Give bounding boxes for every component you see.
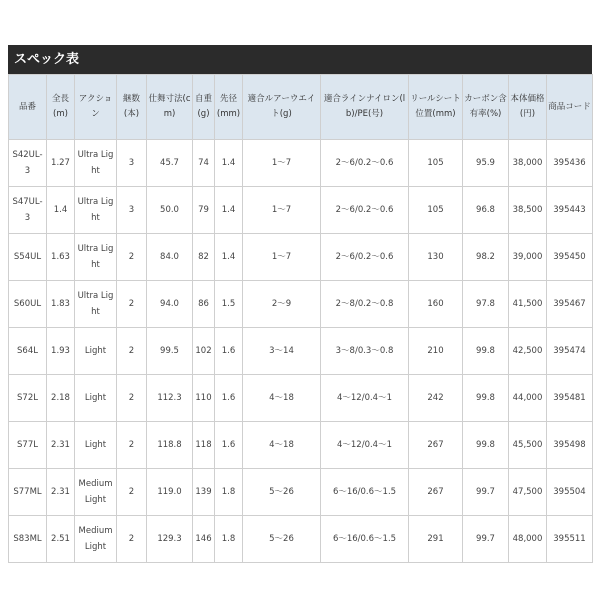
table-cell: 5〜26 [243, 469, 321, 516]
spec-table-title: スペック表 [8, 45, 592, 74]
table-cell: 129.3 [147, 516, 193, 563]
table-cell: 99.8 [463, 328, 509, 375]
table-cell: 86 [193, 281, 215, 328]
table-cell: 1〜7 [243, 140, 321, 187]
table-cell: 2 [117, 328, 147, 375]
table-row [9, 422, 593, 469]
table-cell: 2.51 [47, 516, 75, 563]
table-cell: 95.9 [463, 140, 509, 187]
table-cell: Ultra Light [75, 187, 117, 234]
table-cell: 1.8 [215, 469, 243, 516]
table-cell: 395436 [547, 140, 593, 187]
table-cell: 50.0 [147, 187, 193, 234]
table-row [9, 140, 593, 187]
table-cell: Light [75, 422, 117, 469]
table-cell: 1.27 [47, 140, 75, 187]
table-cell: 1〜7 [243, 234, 321, 281]
table-cell: 1.6 [215, 328, 243, 375]
table-cell: 210 [409, 328, 463, 375]
table-cell: 45.7 [147, 140, 193, 187]
table-cell: S83ML [9, 516, 47, 563]
table-cell: 1.4 [215, 140, 243, 187]
table-cell: 48,000 [509, 516, 547, 563]
table-cell: 84.0 [147, 234, 193, 281]
table-cell: 1〜7 [243, 187, 321, 234]
table-cell: 146 [193, 516, 215, 563]
table-cell: 2 [117, 516, 147, 563]
header-cell: 全長(m) [47, 75, 75, 140]
header-cell: リールシート位置(mm) [409, 75, 463, 140]
header-cell: 商品コード [547, 75, 593, 140]
table-cell: 99.8 [463, 422, 509, 469]
table-cell: 242 [409, 375, 463, 422]
table-cell: 118.8 [147, 422, 193, 469]
table-cell: 2〜6/0.2〜0.6 [321, 140, 409, 187]
table-row [9, 516, 593, 563]
table-cell: 395474 [547, 328, 593, 375]
table-cell: S72L [9, 375, 47, 422]
table-cell: 1.4 [215, 234, 243, 281]
table-cell: Ultra Light [75, 140, 117, 187]
table-cell: S60UL [9, 281, 47, 328]
header-cell: アクション [75, 75, 117, 140]
table-cell: 5〜26 [243, 516, 321, 563]
table-cell: 38,000 [509, 140, 547, 187]
table-cell: S77L [9, 422, 47, 469]
table-cell: 38,500 [509, 187, 547, 234]
table-cell: 2〜6/0.2〜0.6 [321, 234, 409, 281]
table-cell: 1.83 [47, 281, 75, 328]
table-cell: S77ML [9, 469, 47, 516]
header-cell: カーボン含有率(%) [463, 75, 509, 140]
table-cell: 2 [117, 234, 147, 281]
table-cell: Medium Light [75, 516, 117, 563]
header-cell: 継数(本) [117, 75, 147, 140]
table-cell: 47,500 [509, 469, 547, 516]
table-cell: 2〜8/0.2〜0.8 [321, 281, 409, 328]
table-cell: 105 [409, 187, 463, 234]
table-cell: 99.7 [463, 469, 509, 516]
header-cell: 適合ルアーウエイト(g) [243, 75, 321, 140]
table-cell: 2 [117, 281, 147, 328]
table-cell: 395467 [547, 281, 593, 328]
table-cell: 267 [409, 422, 463, 469]
table-cell: 2 [117, 469, 147, 516]
table-cell: 1.6 [215, 422, 243, 469]
table-cell: 267 [409, 469, 463, 516]
table-cell: 39,000 [509, 234, 547, 281]
table-cell: 96.8 [463, 187, 509, 234]
table-cell: 3 [117, 140, 147, 187]
table-cell: 2.31 [47, 422, 75, 469]
header-cell: 先径(mm) [215, 75, 243, 140]
table-cell: 110 [193, 375, 215, 422]
table-cell: 6〜16/0.6〜1.5 [321, 469, 409, 516]
table-cell: 2.31 [47, 469, 75, 516]
table-body [9, 140, 593, 563]
table-cell: S54UL [9, 234, 47, 281]
spec-table [8, 74, 593, 563]
table-cell: 118 [193, 422, 215, 469]
header-cell: 本体価格(円) [509, 75, 547, 140]
table-cell: 44,000 [509, 375, 547, 422]
table-cell: 395450 [547, 234, 593, 281]
table-cell: 74 [193, 140, 215, 187]
table-cell: 1.5 [215, 281, 243, 328]
table-cell: 291 [409, 516, 463, 563]
table-cell: 82 [193, 234, 215, 281]
table-cell: 4〜12/0.4〜1 [321, 422, 409, 469]
table-cell: 1.4 [215, 187, 243, 234]
table-cell: 139 [193, 469, 215, 516]
header-cell: 適合ラインナイロン(lb)/PE(号) [321, 75, 409, 140]
table-cell: 395481 [547, 375, 593, 422]
table-cell: 45,500 [509, 422, 547, 469]
header-cell: 仕舞寸法(cm) [147, 75, 193, 140]
table-cell: 97.8 [463, 281, 509, 328]
table-cell: 98.2 [463, 234, 509, 281]
table-cell: S47UL-3 [9, 187, 47, 234]
table-cell: 42,500 [509, 328, 547, 375]
table-cell: 105 [409, 140, 463, 187]
table-cell: Ultra Light [75, 234, 117, 281]
table-cell: S64L [9, 328, 47, 375]
table-cell: 1.63 [47, 234, 75, 281]
table-cell: S42UL-3 [9, 140, 47, 187]
table-cell: 6〜16/0.6〜1.5 [321, 516, 409, 563]
table-cell: 2 [117, 422, 147, 469]
header-cell: 品番 [9, 75, 47, 140]
table-cell: Light [75, 328, 117, 375]
table-cell: 1.93 [47, 328, 75, 375]
table-cell: Light [75, 375, 117, 422]
table-cell: Medium Light [75, 469, 117, 516]
table-cell: 3〜14 [243, 328, 321, 375]
spec-table-section [8, 45, 592, 563]
table-cell: 395504 [547, 469, 593, 516]
table-header-row [9, 75, 593, 140]
table-cell: 94.0 [147, 281, 193, 328]
table-row [9, 187, 593, 234]
table-cell: 112.3 [147, 375, 193, 422]
table-cell: 160 [409, 281, 463, 328]
table-cell: 2.18 [47, 375, 75, 422]
table-cell: 395511 [547, 516, 593, 563]
table-cell: 1.6 [215, 375, 243, 422]
table-cell: 99.5 [147, 328, 193, 375]
table-cell: 3〜8/0.3〜0.8 [321, 328, 409, 375]
table-cell: 79 [193, 187, 215, 234]
table-cell: 4〜18 [243, 422, 321, 469]
table-cell: 41,500 [509, 281, 547, 328]
table-cell: Ultra Light [75, 281, 117, 328]
table-cell: 2〜6/0.2〜0.6 [321, 187, 409, 234]
table-row [9, 469, 593, 516]
table-cell: 2〜9 [243, 281, 321, 328]
header-cell: 自重(g) [193, 75, 215, 140]
table-row [9, 234, 593, 281]
table-cell: 395443 [547, 187, 593, 234]
table-cell: 99.7 [463, 516, 509, 563]
table-cell: 395498 [547, 422, 593, 469]
table-cell: 102 [193, 328, 215, 375]
table-cell: 3 [117, 187, 147, 234]
table-cell: 4〜18 [243, 375, 321, 422]
table-row [9, 375, 593, 422]
table-cell: 130 [409, 234, 463, 281]
table-cell: 2 [117, 375, 147, 422]
table-cell: 1.8 [215, 516, 243, 563]
table-cell: 4〜12/0.4〜1 [321, 375, 409, 422]
table-cell: 119.0 [147, 469, 193, 516]
table-row [9, 281, 593, 328]
table-cell: 99.8 [463, 375, 509, 422]
table-cell: 1.4 [47, 187, 75, 234]
table-row [9, 328, 593, 375]
